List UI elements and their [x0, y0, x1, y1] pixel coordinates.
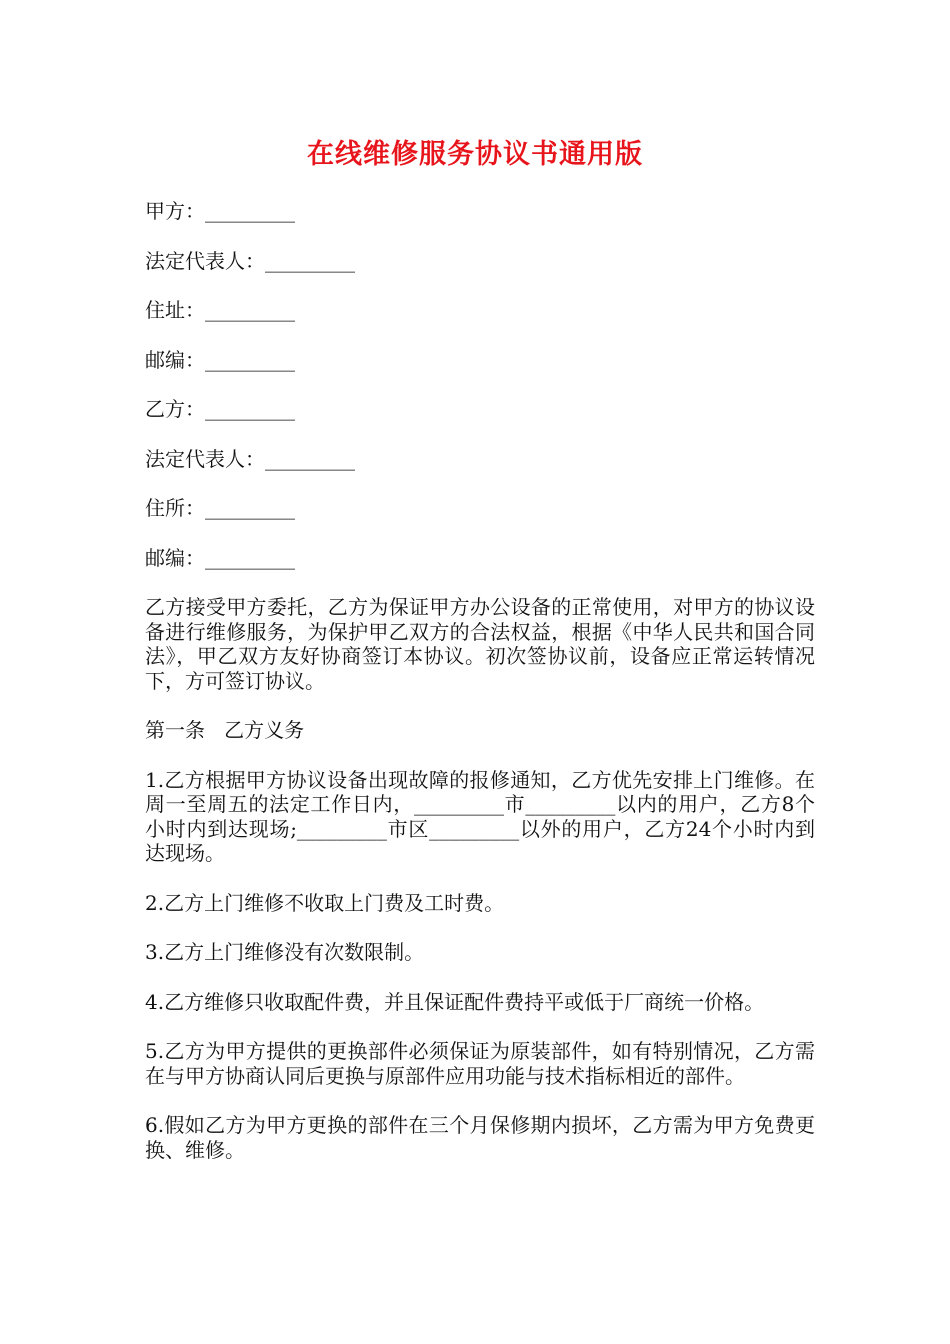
document-title: 在线维修服务协议书通用版 — [307, 139, 643, 170]
party-b-postcode-field: 邮编：_________ — [145, 545, 295, 570]
party-a-field: 甲方：_________ — [145, 199, 295, 223]
clause-5: 5.乙方为甲方提供的更换部件必须保证为原装部件，如有特别情况，乙方需在与甲方协商认同后更换与原部件应用功能与技术指标相近的部件。 — [145, 1039, 815, 1088]
party-b-field: 乙方：_________ — [145, 397, 295, 421]
clause-3: 3.乙方上门维修没有次数限制。 — [145, 940, 425, 964]
clause-6: 6.假如乙方为甲方更换的部件在三个月保修期内损坏，乙方需为甲方免费更换、维修。 — [145, 1113, 815, 1162]
clause-4: 4.乙方维修只收取配件费，并且保证配件费持平或低于厂商统一价格。 — [145, 989, 765, 1014]
party-a-postcode-field: 邮编：_________ — [145, 347, 295, 372]
intro-paragraph: 乙方接受甲方委托，乙方为保证甲方办公设备的正常使用，对甲方的协议设备进行维修服务，为保护甲乙双方的合法权益，根据《中华人民共和国合同法》，甲乙双方友好协商签订本协议。初次签协议前，设备应正常运转情况下，方可签订协议。 — [145, 595, 815, 693]
party-b-representative-field: 法定代表人：_________ — [145, 446, 355, 471]
document-body — [145, 199, 815, 1187]
clause-2: 2.乙方上门维修不收取上门费及工时费。 — [145, 890, 505, 915]
clause-1: 1.乙方根据甲方协议设备出现故障的报修通知，乙方优先安排上门维修。在周一至周五的法定工作日内，_________市_________以内的用户，乙方8个小时内到达现场;_________市区_________以外的用户，乙方24个小时内到达现场。 — [145, 767, 815, 865]
party-b-address-field: 住所：_________ — [145, 496, 295, 520]
party-a-address-field: 住址：_________ — [145, 298, 295, 322]
article-heading: 第一条 乙方义务 — [145, 718, 305, 742]
party-a-representative-field: 法定代表人：_________ — [145, 248, 355, 273]
